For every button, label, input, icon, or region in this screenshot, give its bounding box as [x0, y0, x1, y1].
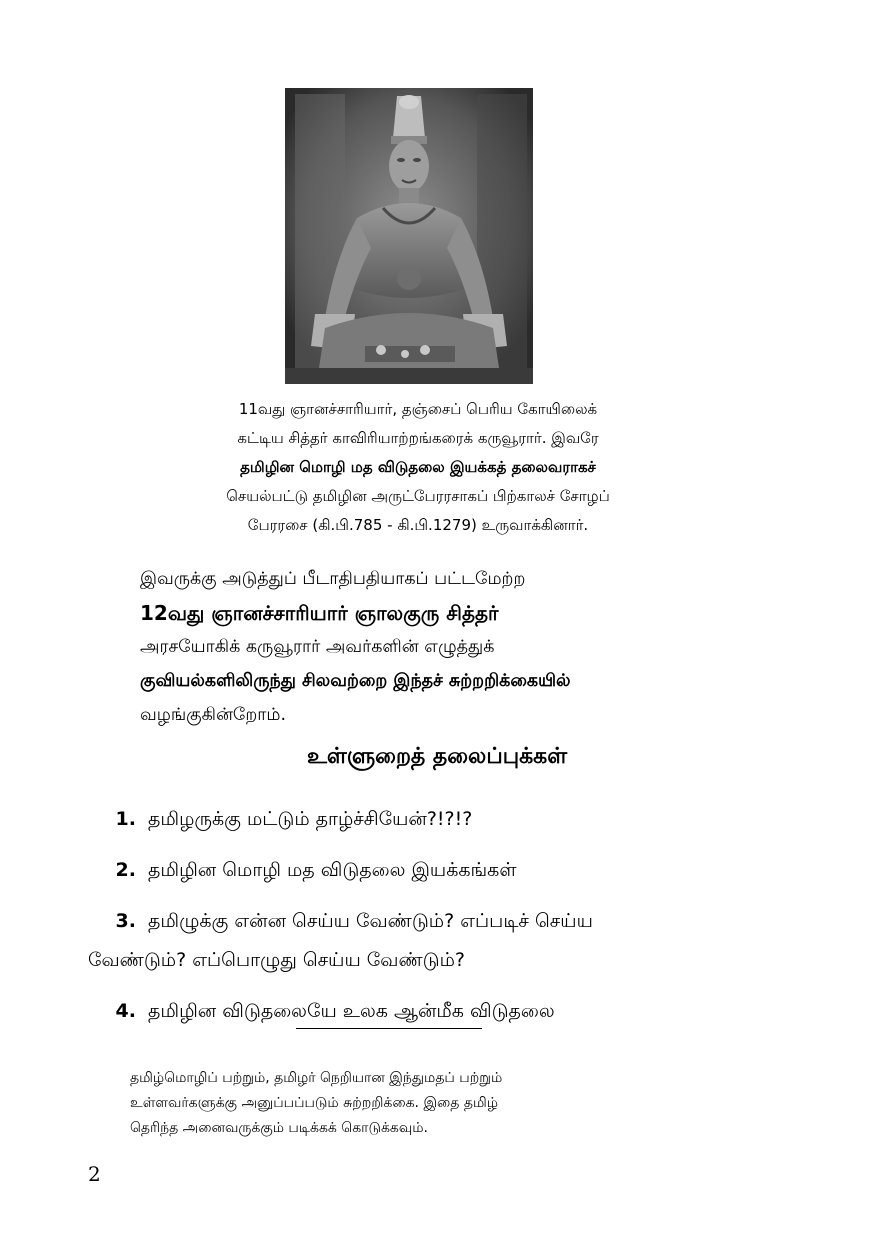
caption-line: பேரரசை (கி.பி.785 - கி.பி.1279) உருவாக்கினார்.: [247, 516, 589, 534]
intro-line: குவியல்களிலிருந்து சிலவற்றை இந்தச் சுற்றறிக்கையில்: [140, 671, 571, 691]
intro-line: அரசயோகிக் கருவூரார் அவர்களின் எழுத்துக்: [140, 637, 495, 657]
item-number: 1.: [115, 808, 136, 830]
item-number: 4.: [115, 1000, 136, 1022]
item-text-continued: வேண்டும்? எப்பொழுது செய்ய வேண்டும்?: [88, 949, 465, 971]
photo-caption: [128, 395, 708, 540]
page-number: 2: [88, 1162, 101, 1186]
footnote-line: தமிழ்மொழிப் பற்றும், தமிழர் நெறியான இந்துமதப் பற்றும்: [130, 1070, 503, 1086]
caption-line: தமிழின மொழி மத விடுதலை இயக்கத் தலைவராகச்: [240, 458, 596, 476]
item-number: 3.: [115, 910, 136, 932]
footnote: [130, 1066, 690, 1141]
intro-line: 12வது ஞானச்சாரியார் ஞாலகுரு சித்தர்: [140, 601, 499, 625]
list-item: [88, 800, 788, 839]
item-text: தமிழுக்கு என்ன செய்ய வேண்டும்? எப்படிச் செய்ய: [148, 910, 593, 932]
intro-paragraph: [140, 562, 700, 732]
item-text: தமிழின விடுதலையே உலக ஆன்மீக விடுதலை: [148, 1000, 555, 1022]
list-item: [88, 902, 788, 980]
footnote-line: உள்ளவர்களுக்கு அனுப்பப்படும் சுற்றறிக்கை. இதை தமிழ்: [130, 1095, 499, 1111]
statue-image: [285, 88, 533, 384]
list-item: [88, 851, 788, 890]
section-divider: [296, 1028, 482, 1029]
contents-list: [88, 800, 788, 1043]
item-text: தமிழின மொழி மத விடுதலை இயக்கங்கள்: [148, 859, 517, 881]
intro-line: இவருக்கு அடுத்துப் பீடாதிபதியாகப் பட்டமேற்ற: [140, 569, 526, 589]
list-item: [88, 992, 788, 1031]
statue-photo: [285, 88, 533, 384]
item-number: 2.: [115, 859, 136, 881]
caption-line: செயல்பட்டு தமிழின அருட்பேரரசாகப் பிற்காலச் சோழப்: [226, 487, 610, 505]
caption-line: கட்டிய சித்தர் காவிரியாற்றங்கரைக் கருவூரார். இவரே: [237, 429, 599, 447]
intro-line: வழங்குகின்றோம்.: [140, 705, 287, 725]
caption-line: 11வது ஞானச்சாரியார், தஞ்சைப் பெரிய கோயிலைக்: [238, 400, 598, 418]
footnote-line: தெரிந்த அனைவருக்கும் படிக்கக் கொடுக்கவும்.: [130, 1120, 428, 1136]
contents-heading: உள்ளுறைத் தலைப்புக்கள்: [306, 744, 568, 769]
item-text: தமிழருக்கு மட்டும் தாழ்ச்சியேன்?!?!?: [148, 808, 473, 830]
